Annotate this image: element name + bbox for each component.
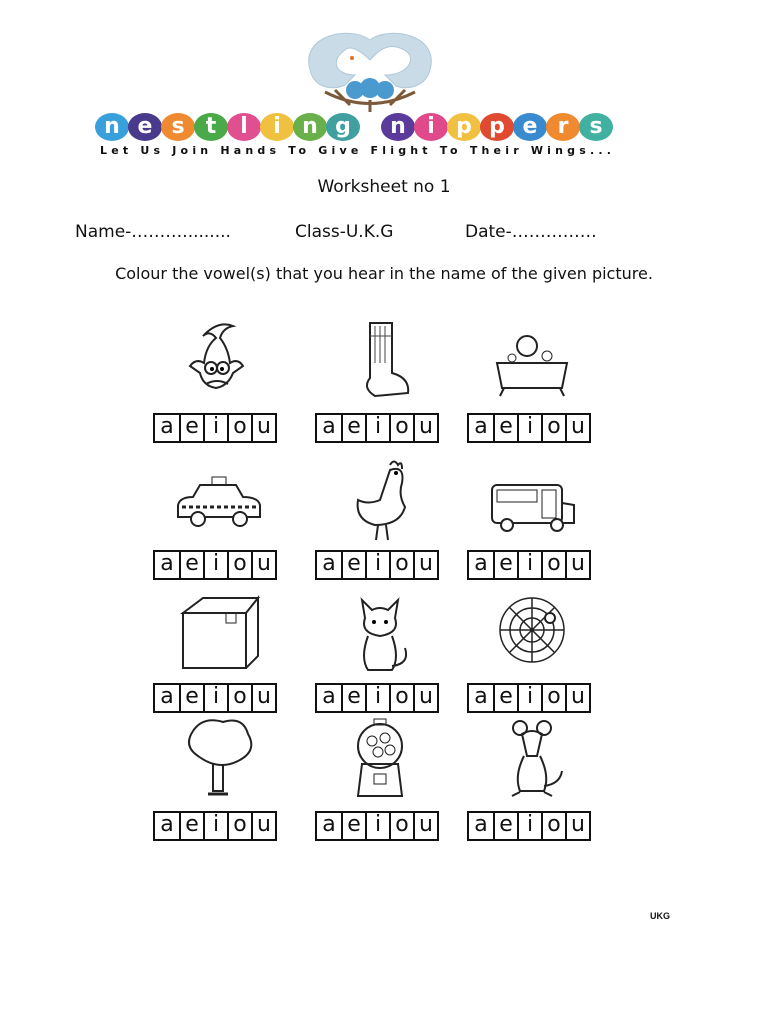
logo-letter: n — [293, 113, 327, 141]
vowel-boxes — [315, 811, 439, 841]
vowel-cell-i[interactable]: i — [203, 813, 227, 839]
exercise-item-bus — [467, 455, 597, 580]
sock-picture — [330, 318, 430, 406]
exercise-item-gumball-machine — [315, 716, 445, 841]
exercise-item-tree — [153, 716, 283, 841]
vowel-cell-e[interactable]: e — [341, 813, 365, 839]
vowel-cell-a[interactable]: a — [322, 551, 336, 576]
vowel-boxes — [467, 413, 591, 443]
logo-letter: i — [260, 113, 294, 141]
logo-letter: n — [381, 113, 415, 141]
logo-letter: p — [447, 113, 481, 141]
footer-label: UKG — [650, 911, 670, 921]
vowel-cell-o[interactable]: o — [541, 415, 565, 441]
vowel-boxes — [467, 683, 591, 713]
exercise-item-cat — [315, 588, 445, 713]
vowel-boxes — [153, 413, 277, 443]
vowel-cell-u[interactable]: u — [565, 552, 589, 578]
vowel-cell-o[interactable]: o — [541, 552, 565, 578]
vowel-cell-u[interactable]: u — [251, 813, 275, 839]
rat-picture — [482, 716, 582, 804]
logo-gap — [359, 113, 381, 143]
box-picture — [168, 588, 268, 676]
vowel-cell-i[interactable]: i — [203, 415, 227, 441]
logo-letter: t — [194, 113, 228, 141]
vowel-cell-u[interactable]: u — [413, 685, 437, 711]
vowel-cell-o[interactable]: o — [227, 552, 251, 578]
vowel-cell-e[interactable]: e — [341, 415, 365, 441]
vowel-cell-i[interactable]: i — [365, 415, 389, 441]
cat-picture — [330, 588, 430, 676]
hen-picture — [330, 455, 430, 543]
vowel-cell-o[interactable]: o — [541, 813, 565, 839]
bus-picture — [482, 455, 582, 543]
bath-picture — [482, 318, 582, 406]
vowel-boxes — [467, 811, 591, 841]
vowel-cell-a[interactable]: a — [160, 812, 174, 837]
vowel-cell-e[interactable]: e — [493, 415, 517, 441]
vowel-cell-i[interactable]: i — [517, 552, 541, 578]
logo-letter: p — [480, 113, 514, 141]
vowel-cell-i[interactable]: i — [517, 813, 541, 839]
vowel-cell-i[interactable]: i — [517, 415, 541, 441]
logo-letter: n — [95, 113, 129, 141]
vowel-cell-u[interactable]: u — [413, 813, 437, 839]
vowel-cell-o[interactable]: o — [227, 685, 251, 711]
vowel-cell-u[interactable]: u — [565, 415, 589, 441]
vowel-cell-u[interactable]: u — [413, 552, 437, 578]
vowel-cell-a[interactable]: a — [160, 551, 174, 576]
vowel-cell-e[interactable]: e — [493, 685, 517, 711]
vowel-cell-u[interactable]: u — [251, 552, 275, 578]
vowel-cell-u[interactable]: u — [251, 415, 275, 441]
vowel-cell-i[interactable]: i — [203, 685, 227, 711]
vowel-cell-e[interactable]: e — [493, 813, 517, 839]
vowel-cell-u[interactable]: u — [565, 813, 589, 839]
logo-letter: g — [326, 113, 360, 141]
vowel-cell-a[interactable]: a — [474, 414, 488, 439]
vowel-cell-i[interactable]: i — [517, 685, 541, 711]
vowel-boxes — [315, 550, 439, 580]
vowel-boxes — [153, 550, 277, 580]
vowel-cell-i[interactable]: i — [365, 685, 389, 711]
name-field: Name-………......... — [75, 222, 231, 242]
logo-letter: s — [579, 113, 613, 141]
vowel-cell-i[interactable]: i — [365, 552, 389, 578]
logo-tagline: Let Us Join Hands To Give Flight To Their Wings... — [100, 144, 616, 157]
vowel-boxes — [153, 683, 277, 713]
vowel-cell-u[interactable]: u — [251, 685, 275, 711]
logo-letter: e — [128, 113, 162, 141]
logo-swan-emblem — [290, 30, 450, 112]
logo-wordmark — [95, 113, 655, 143]
fish-picture — [168, 318, 268, 406]
vowel-cell-a[interactable]: a — [160, 414, 174, 439]
vowel-cell-u[interactable]: u — [413, 415, 437, 441]
vowel-cell-a[interactable]: a — [322, 684, 336, 709]
exercise-item-box — [153, 588, 283, 713]
vowel-cell-e[interactable]: e — [179, 685, 203, 711]
gumball-machine-picture — [330, 716, 430, 804]
web-picture — [482, 588, 582, 676]
vowel-cell-e[interactable]: e — [179, 813, 203, 839]
exercise-item-fish — [153, 318, 283, 443]
vowel-cell-o[interactable]: o — [389, 813, 413, 839]
exercise-item-bath — [467, 318, 597, 443]
vowel-cell-o[interactable]: o — [389, 552, 413, 578]
exercise-item-hen — [315, 455, 445, 580]
vowel-cell-o[interactable]: o — [227, 813, 251, 839]
vowel-cell-o[interactable]: o — [389, 685, 413, 711]
logo-letter: i — [414, 113, 448, 141]
vowel-cell-u[interactable]: u — [565, 685, 589, 711]
logo-letter: s — [161, 113, 195, 141]
instruction-text: Colour the vowel(s) that you hear in the name of the given picture. — [115, 264, 653, 283]
logo-letter: l — [227, 113, 261, 141]
vowel-cell-o[interactable]: o — [541, 685, 565, 711]
exercise-item-sock — [315, 318, 445, 443]
vowel-boxes — [153, 811, 277, 841]
vowel-cell-e[interactable]: e — [179, 415, 203, 441]
vowel-cell-e[interactable]: e — [493, 552, 517, 578]
tree-picture — [168, 716, 268, 804]
class-label: Class-U.K.G — [295, 222, 394, 242]
vowel-boxes — [315, 413, 439, 443]
vowel-cell-a[interactable]: a — [322, 812, 336, 837]
vowel-cell-e[interactable]: e — [341, 552, 365, 578]
vowel-cell-a[interactable]: a — [322, 414, 336, 439]
logo-letter: e — [513, 113, 547, 141]
logo-letter: r — [546, 113, 580, 141]
vowel-cell-e[interactable]: e — [179, 552, 203, 578]
exercise-item-rat — [467, 716, 597, 841]
vowel-cell-e[interactable]: e — [341, 685, 365, 711]
vowel-cell-i[interactable]: i — [365, 813, 389, 839]
vowel-cell-a[interactable]: a — [160, 684, 174, 709]
vowel-cell-o[interactable]: o — [389, 415, 413, 441]
exercise-item-web — [467, 588, 597, 713]
vowel-boxes — [467, 550, 591, 580]
vowel-cell-a[interactable]: a — [474, 551, 488, 576]
vowel-cell-a[interactable]: a — [474, 684, 488, 709]
exercise-item-taxi — [153, 455, 283, 580]
vowel-boxes — [315, 683, 439, 713]
vowel-cell-o[interactable]: o — [227, 415, 251, 441]
vowel-cell-i[interactable]: i — [203, 552, 227, 578]
taxi-picture — [168, 455, 268, 543]
date-field: Date-…………… — [465, 222, 597, 242]
worksheet-title: Worksheet no 1 — [317, 177, 451, 197]
vowel-cell-a[interactable]: a — [474, 812, 488, 837]
